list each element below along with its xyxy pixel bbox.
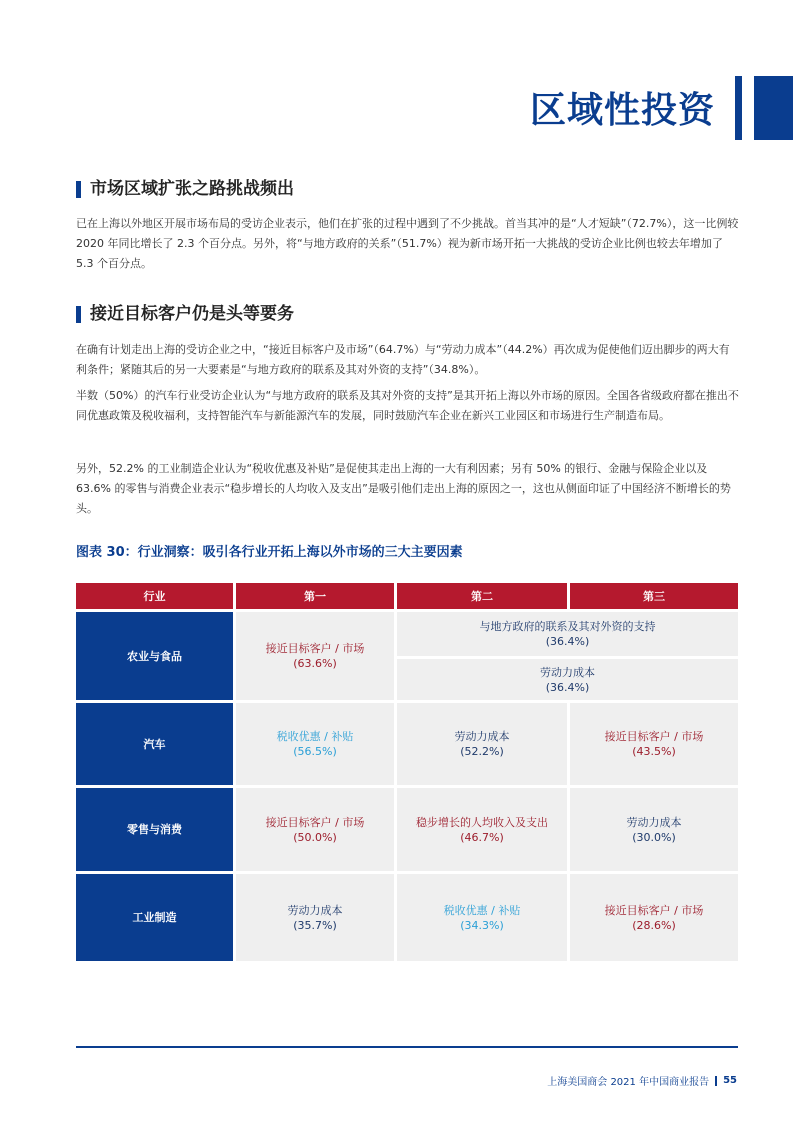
factor-cell: [236, 788, 394, 871]
factor-value: (46.7%): [460, 830, 504, 844]
factor-cell: [570, 788, 738, 871]
factor-label: 接近目标客户 / 市场: [265, 642, 365, 655]
title-accent-bar-thin: [735, 76, 742, 140]
factor-label: 劳动力成本: [287, 903, 343, 917]
industry-cell-automotive: 汽车: [76, 703, 233, 785]
page-number: 55: [723, 1075, 737, 1086]
industry-cell-agriculture: 农业与食品: [76, 612, 233, 700]
factor-label: 接近目标客户 / 市场: [265, 815, 365, 829]
title-accent-bar-thick: [754, 76, 793, 140]
footer-text: 上海美国商会 2021 年中国商业报告: [547, 1077, 710, 1088]
factor-label: 税收优惠 / 补贴: [276, 730, 354, 743]
paragraph: 在确有计划走出上海的受访企业之中，“接近目标客户及市场”（64.7%）与“劳动力成本”（44.2%）再次成为促使他们迈出脚步的两大有利条件；紧随其后的另一大要素是“与地方政府的联系及其对外资的支持”（34.8%）。: [76, 343, 730, 376]
factor-cell: [397, 659, 738, 700]
factor-value: (52.2%): [460, 745, 504, 758]
section-heading-text: 市场区域扩张之路挑战频出: [90, 179, 294, 199]
section-heading-market-expansion: [76, 178, 294, 200]
factor-value: (50.0%): [293, 830, 337, 844]
table-header-industry: 行业: [76, 583, 233, 609]
footer-separator: [715, 1076, 717, 1086]
factor-value: (56.5%): [293, 745, 337, 758]
factor-label: 与地方政府的联系及其对外资的支持: [479, 620, 656, 633]
factor-value: (34.3%): [460, 918, 504, 932]
paragraph: 半数（50%）的汽车行业受访企业认为“与地方政府的联系及其对外资的支持”是其开拓上海以外市场的原因。全国各省级政府都在推出不同优惠政策及税收福利，支持智能汽车与新能源汽车的发展，同时鼓励汽车企业在新兴工业园区和市场进行生产制造布局。: [76, 389, 739, 422]
factor-cell: [397, 788, 567, 871]
heading-marker: [76, 181, 81, 198]
factor-value: (30.0%): [632, 830, 676, 844]
figure-caption: 图表 30：行业洞察：吸引各行业开拓上海以外市场的三大主要因素: [76, 545, 463, 560]
footer: [547, 1073, 737, 1088]
factor-value: (36.4%): [545, 680, 590, 694]
factor-cell: [570, 874, 738, 961]
factor-label: 劳动力成本: [626, 815, 682, 829]
factor-label: 劳动力成本: [540, 665, 595, 679]
heading-marker: [76, 306, 81, 323]
factor-label: 劳动力成本: [454, 730, 510, 743]
factor-cell: [236, 612, 394, 700]
factor-value: (35.7%): [293, 918, 337, 932]
industry-cell-retail: 零售与消费: [76, 788, 233, 871]
factor-cell: [236, 703, 394, 785]
industry-factors-table: [76, 583, 738, 961]
factor-cell: [397, 612, 738, 656]
paragraph: 已在上海以外地区开展市场布局的受访企业表示，他们在扩张的过程中遇到了不少挑战。首当其冲的是“人才短缺”（72.7%），这一比例较 2020 年同比增长了 2.3 个百分点。另外，将“与地方政府的关系”（51.7%）视为新市场开拓一大挑战的受访企业比例也较去年增加了 5.3 个百分点。: [76, 217, 739, 270]
factor-label: 接近目标客户 / 市场: [604, 730, 704, 743]
section-heading-target-customers: [76, 303, 294, 325]
factor-cell: [570, 703, 738, 785]
factor-cell: [236, 874, 394, 961]
factor-label: 接近目标客户 / 市场: [604, 903, 704, 917]
factor-label: 稳步增长的人均收入及支出: [416, 815, 548, 829]
table-header-second: 第二: [397, 583, 567, 609]
section-heading-text: 接近目标客户仍是头等要务: [90, 304, 294, 324]
factor-value: (63.6%): [293, 657, 337, 670]
factor-cell: [397, 703, 567, 785]
industry-cell-manufacturing: 工业制造: [76, 874, 233, 961]
factor-value: (43.5%): [632, 745, 676, 758]
table-header-third: 第三: [570, 583, 738, 609]
factor-cell: [397, 874, 567, 961]
factor-value: (28.6%): [632, 918, 676, 932]
table-grid: [76, 583, 738, 961]
factor-value: (36.4%): [545, 635, 590, 648]
paragraph: 另外，52.2% 的工业制造企业认为“税收优惠及补贴”是促使其走出上海的一大有利因素；另有 50% 的银行、金融与保险企业以及 63.6% 的零售与消费企业表示“稳步增长的人均收入及支出”是吸引他们走出上海的原因之一，这也从侧面印证了中国经济不断增长的势头。: [76, 462, 731, 515]
factor-label: 税收优惠 / 补贴: [443, 903, 521, 917]
page-title: 区域性投资: [529, 90, 715, 131]
footer-divider: [76, 1046, 738, 1048]
table-header-first: 第一: [236, 583, 394, 609]
